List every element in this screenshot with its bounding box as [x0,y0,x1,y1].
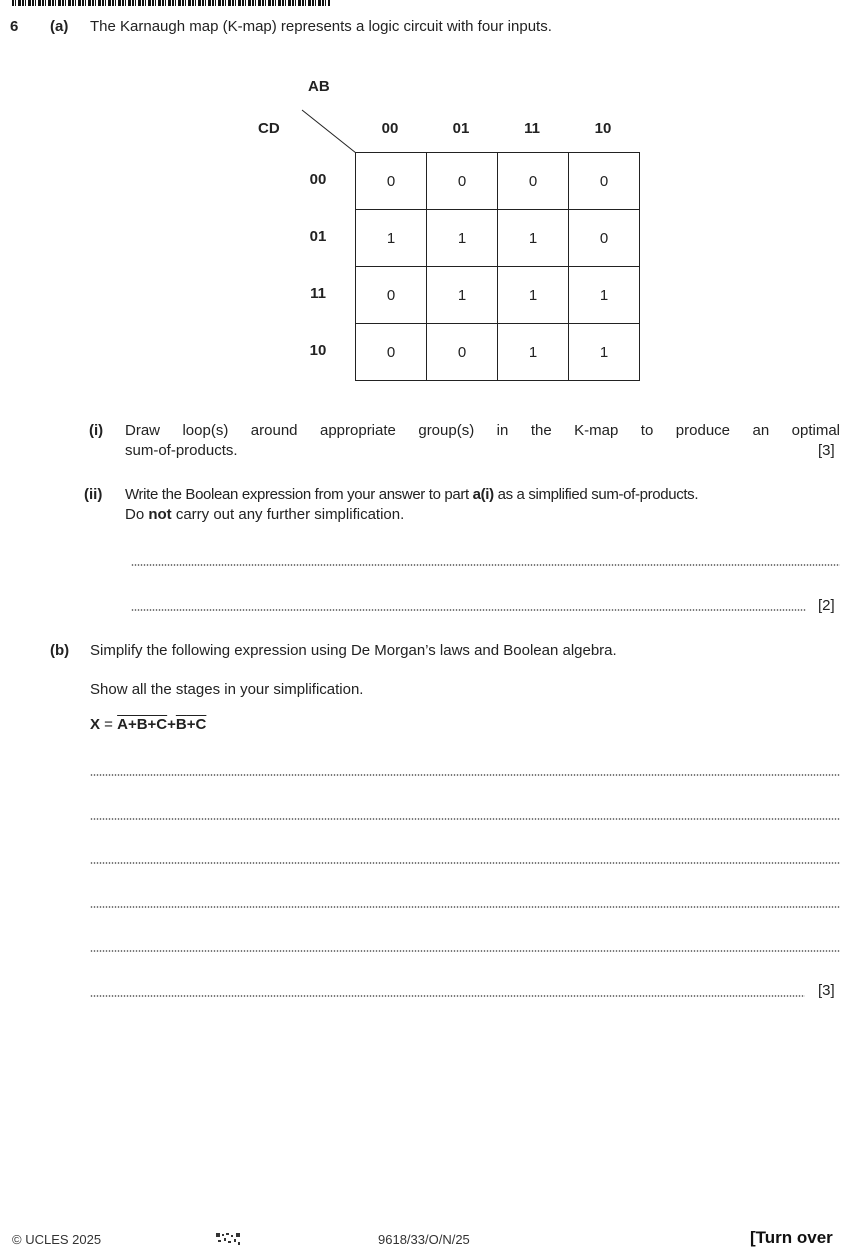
kmap-cell[interactable]: 1 [569,267,640,324]
part-a-intro: The Karnaugh map (K-map) represents a logic circuit with four inputs. [90,18,552,35]
kmap-cell[interactable]: 1 [356,210,427,267]
qr-code-icon [215,1232,241,1246]
kmap-row [356,267,640,324]
sub-ii-text-line2: Do not carry out any further simplification. [125,506,405,523]
answer-line[interactable] [90,862,840,864]
kmap-cell[interactable]: 1 [427,210,498,267]
overlined-term: A+B+C [117,716,168,733]
answer-line[interactable] [90,906,840,908]
barcode [12,0,330,6]
kmap-cell[interactable]: 1 [427,267,498,324]
kmap-cell[interactable]: 0 [569,210,640,267]
sub-i-text-line1: Draw loop(s) around appropriate group(s) in the K-map to produce an optimal [125,422,840,439]
footer-turn-over: [Turn over [750,1228,833,1247]
kmap-diagonal-line [300,108,360,156]
kmap-grid[interactable] [355,152,640,381]
part-b-marks: [3] [818,982,835,999]
sub-i-label: (i) [89,422,104,439]
part-b-label: (b) [50,642,70,659]
kmap-row-header: 11 [310,285,326,302]
kmap-cell[interactable]: 1 [498,324,569,381]
answer-line[interactable] [90,818,840,820]
sub-ii-text-line1: Write the Boolean expression from your answer to part a(i) as a simplified sum-of-products. [125,486,699,503]
answer-line[interactable] [90,950,840,952]
kmap-cell[interactable]: 1 [498,210,569,267]
kmap-col-header: 10 [594,120,612,137]
answer-line[interactable] [90,774,840,776]
kmap-row-header: 01 [309,228,327,245]
kmap-row-header: 10 [309,342,327,359]
sub-ii-label: (ii) [84,486,103,503]
kmap-row-variable: CD [258,120,280,137]
kmap-cell[interactable]: 0 [356,324,427,381]
sub-i-text-line2: sum-of-products. [125,442,238,459]
kmap-row [356,153,640,210]
kmap-cell[interactable]: 1 [569,324,640,381]
kmap-row [356,324,640,381]
kmap-cell[interactable]: 1 [498,267,569,324]
overlined-term: B+C [175,716,207,733]
kmap-row [356,210,640,267]
kmap-row-header: 00 [309,171,327,188]
kmap-cell[interactable]: 0 [569,153,640,210]
kmap-col-header: 01 [452,120,470,137]
answer-line[interactable] [90,995,805,997]
kmap-cell[interactable]: 0 [427,324,498,381]
kmap-col-header: 11 [524,120,540,137]
question-number: 6 [10,18,19,35]
kmap-col-variable: AB [308,78,330,95]
kmap-col-header: 00 [381,120,399,137]
kmap-cell[interactable]: 0 [356,153,427,210]
kmap-cell[interactable]: 0 [356,267,427,324]
footer-paper-code: 9618/33/O/N/25 [378,1232,470,1247]
part-a-label: (a) [50,18,69,35]
footer-copyright: © UCLES 2025 [12,1232,102,1247]
sub-ii-marks: [2] [818,597,835,614]
part-b-instruction: Show all the stages in your simplification. [90,681,364,698]
sub-i-marks: [3] [818,442,835,459]
answer-line[interactable] [131,609,806,611]
answer-line[interactable] [131,564,840,566]
boolean-expression: X = A+B+C+B+C [90,716,207,733]
kmap-cell[interactable]: 0 [498,153,569,210]
kmap-cell[interactable]: 0 [427,153,498,210]
part-b-intro: Simplify the following expression using De Morgan’s laws and Boolean algebra. [90,642,617,659]
